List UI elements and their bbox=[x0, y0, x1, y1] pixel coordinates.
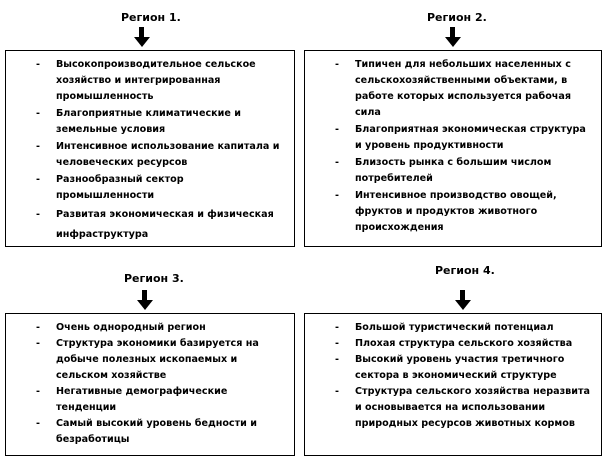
region-3-title: Регион 3. bbox=[124, 272, 184, 285]
list-item: - Интенсивное производство овощей, фруктов и продуктов животного происхождения bbox=[335, 190, 557, 233]
list-item: - Развитая экономическая и физическая инфраструктура bbox=[36, 209, 274, 240]
list-item: - Благоприятная экономическая структура и уровень продуктивности bbox=[335, 124, 586, 151]
list-item: - Близость рынка с большим числом потребителей bbox=[335, 157, 552, 184]
region-1-box bbox=[5, 50, 295, 247]
down-arrow-icon bbox=[455, 290, 471, 310]
list-item: - Большой туристический потенциал bbox=[335, 322, 554, 333]
list-item: - Высокий уровень участия третичного сектора в экономический структуре bbox=[335, 354, 565, 381]
region-4-title: Регион 4. bbox=[435, 264, 495, 277]
list-item: - Интенсивное использование капитала и человеческих ресурсов bbox=[36, 141, 280, 168]
list-item: - Негативные демографические тенденции bbox=[36, 386, 228, 413]
list-item: - Очень однородный регион bbox=[36, 322, 206, 333]
region-3-box bbox=[5, 313, 295, 456]
region-2-title: Регион 2. bbox=[427, 11, 487, 24]
region-3-list bbox=[36, 320, 284, 448]
region-4-box bbox=[304, 313, 602, 456]
region-1-title: Регион 1. bbox=[121, 11, 181, 24]
down-arrow-icon bbox=[137, 290, 153, 310]
list-item: - Самый высокий уровень бедности и безработицы bbox=[36, 418, 257, 445]
list-item: - Структура сельского хозяйства неразвита и основывается на использовании природных ресурсов животных кормов bbox=[335, 386, 590, 429]
list-item: - Структура экономики базируется на добыче полезных ископаемых и сельском хозяйстве bbox=[36, 338, 259, 381]
region-4-list bbox=[335, 320, 593, 432]
down-arrow-icon bbox=[445, 27, 461, 47]
list-item: - Плохая структура сельского хозяйства bbox=[335, 338, 573, 349]
down-arrow-icon bbox=[134, 27, 150, 47]
list-item: - Высокопроизводительное сельское хозяйство и интегрированная промышленность bbox=[36, 59, 256, 102]
region-2-box bbox=[304, 50, 602, 247]
list-item: - Типичен для небольших населенных с сельскохозяйственными объектами, в работе которых используется рабочая сила bbox=[335, 59, 572, 118]
region-2-list bbox=[335, 57, 593, 236]
list-item: - Благоприятные климатические и земельные условия bbox=[36, 108, 241, 135]
region-1-list bbox=[36, 57, 284, 245]
list-item: - Разнообразный сектор промышленности bbox=[36, 174, 184, 201]
